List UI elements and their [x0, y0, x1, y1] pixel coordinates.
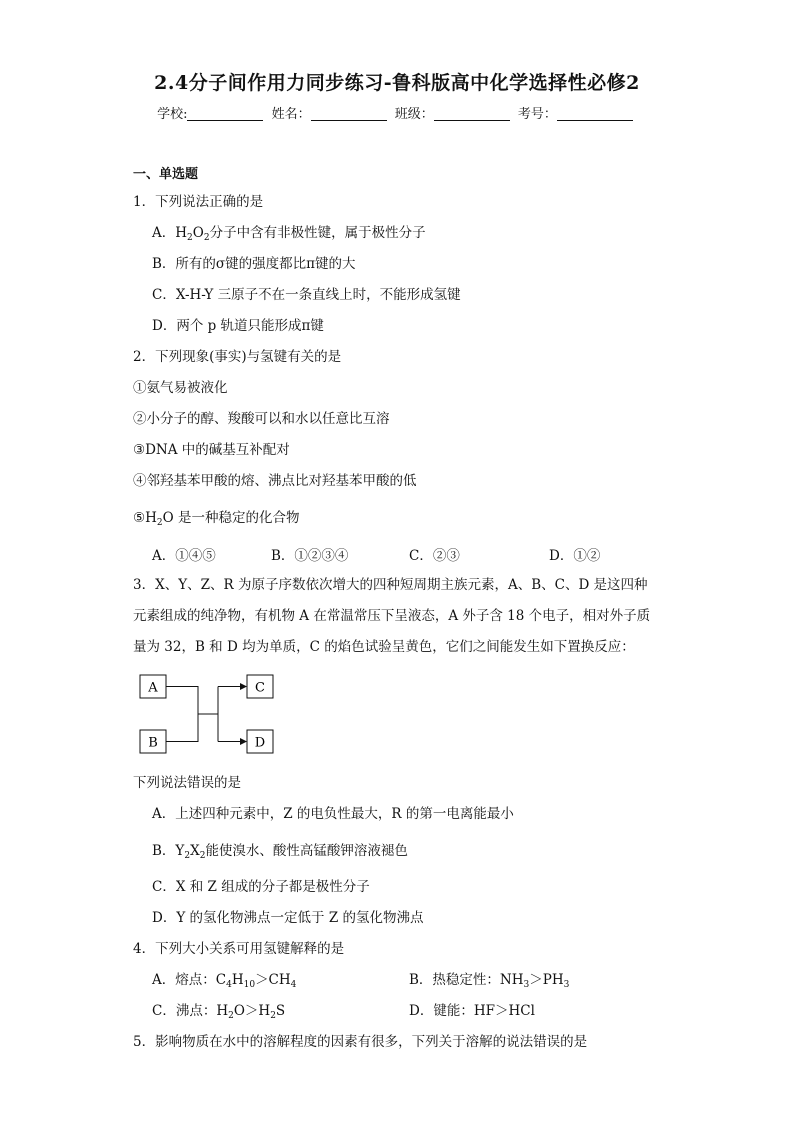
subscript: 2 [228, 1011, 234, 1021]
question-1-option-d[interactable]: D．两个 p 轨道只能形成π键 [152, 318, 324, 334]
option-text: S [275, 1003, 286, 1019]
label-d: D [254, 735, 266, 751]
question-4-option-c[interactable] [152, 1001, 285, 1021]
question-2-item-4: ④邻羟基苯甲酸的熔、沸点比对羟基苯甲酸的低 [133, 473, 417, 489]
question-2-item-1: ①氨气易被液化 [133, 380, 228, 396]
option-text: ＞CH [255, 972, 291, 988]
school-blank[interactable] [187, 108, 263, 121]
option-text: O＞H [233, 1003, 271, 1019]
option-text: 能使溴水、酸性高锰酸钾溶液褪色 [205, 843, 408, 859]
section-heading: 一、单选题 [133, 167, 199, 182]
question-2-option-c[interactable]: C．②③ [409, 548, 460, 564]
page-title: 2.4分子间作用力同步练习-鲁科版高中化学选择性必修2 [154, 72, 640, 94]
question-3-option-a[interactable]: A．上述四种元素中，Z 的电负性最大，R 的第一电离能最小 [152, 806, 514, 822]
question-1-option-b[interactable]: B．所有的σ键的强度都比π键的大 [152, 256, 356, 272]
subscript: 2 [184, 851, 191, 861]
question-3-stem-line-2: 元素组成的纯净物，有机物 A 在常温常压下呈液态，A 外子含 18 个电子，相对外子质 [133, 608, 651, 624]
subscript: 2 [270, 1011, 276, 1021]
item-text: ⑤H [133, 510, 157, 526]
subscript: 2 [187, 233, 193, 243]
label-a: A [148, 680, 158, 696]
question-2-option-a[interactable]: A．①④⑤ [152, 548, 216, 564]
subscript: 2 [156, 518, 163, 528]
question-3-stem-line-1: 3．X、Y、Z、R 为原子序数依次增大的四种短周期主族元素，A、B、C、D 是这四种 [133, 577, 648, 593]
name-label: 姓名： [271, 107, 311, 122]
question-3-stem-line-3: 量为 32，B 和 D 均为单质，C 的焰色试验呈黄色，它们之间能发生如下置换反应： [133, 639, 635, 655]
question-1-option-a[interactable] [152, 223, 426, 243]
option-text: X [190, 843, 200, 859]
option-text: B．Y [152, 843, 185, 859]
option-text: 分子中含有非极性键，属于极性分子 [209, 225, 426, 241]
subscript: 2 [199, 851, 206, 861]
number-blank[interactable] [557, 108, 633, 121]
option-text: C．沸点：H [152, 1003, 229, 1019]
label-b: B [148, 735, 158, 751]
option-text: A．H [152, 225, 188, 241]
label-c: C [255, 680, 265, 696]
item-text: O 是一种稳定的化合物 [162, 510, 300, 526]
student-info-line [0, 103, 794, 122]
question-3-option-d[interactable]: D．Y 的氢化物沸点一定低于 Z 的氢化物沸点 [152, 910, 424, 926]
question-3-option-b[interactable] [152, 841, 408, 861]
reactant-connector [166, 687, 198, 742]
subscript: 4 [290, 980, 297, 990]
subscript: 3 [523, 980, 530, 990]
subscript: 2 [203, 233, 210, 243]
reaction-diagram [139, 672, 279, 758]
option-text: ＞PH [529, 972, 564, 988]
question-1-option-c[interactable]: C．X-H-Y 三原子不在一条直线上时，不能形成氢键 [152, 287, 461, 303]
subscript: 10 [243, 980, 256, 990]
question-4-option-b[interactable] [409, 970, 569, 990]
option-text: A．熔点：C [152, 972, 227, 988]
class-blank[interactable] [434, 108, 510, 121]
question-2-item-2: ②小分子的醇、羧酸可以和水以任意比互溶 [133, 411, 390, 427]
option-text: O [192, 225, 204, 241]
question-5-stem: 5．影响物质在水中的溶解程度的因素有很多，下列关于溶解的说法错误的是 [133, 1034, 588, 1050]
question-4-stem: 4．下列大小关系可用氢键解释的是 [133, 941, 345, 957]
option-text: H [231, 972, 244, 988]
name-blank[interactable] [311, 108, 387, 121]
question-4-option-a[interactable] [152, 970, 296, 990]
school-label: 学校: [157, 107, 188, 122]
question-2-item-5 [133, 508, 299, 528]
question-1-stem: 1．下列说法正确的是 [133, 194, 264, 210]
option-text: B．热稳定性：NH [409, 972, 524, 988]
question-2-option-b[interactable]: B．①②③④ [271, 548, 349, 564]
class-label: 班级： [394, 107, 434, 122]
question-3-prompt: 下列说法错误的是 [133, 775, 241, 791]
subscript: 3 [563, 980, 570, 990]
number-label: 考号： [517, 107, 557, 122]
subscript: 4 [226, 980, 232, 990]
question-2-option-d[interactable]: D．①② [549, 548, 601, 564]
question-2-item-3: ③DNA 中的碱基互补配对 [133, 442, 290, 458]
question-2-stem: 2．下列现象(事实)与氢键有关的是 [133, 349, 342, 365]
question-3-option-c[interactable]: C．X 和 Z 组成的分子都是极性分子 [152, 879, 370, 895]
question-4-option-d[interactable]: D．键能：HF＞HCl [409, 1003, 535, 1019]
